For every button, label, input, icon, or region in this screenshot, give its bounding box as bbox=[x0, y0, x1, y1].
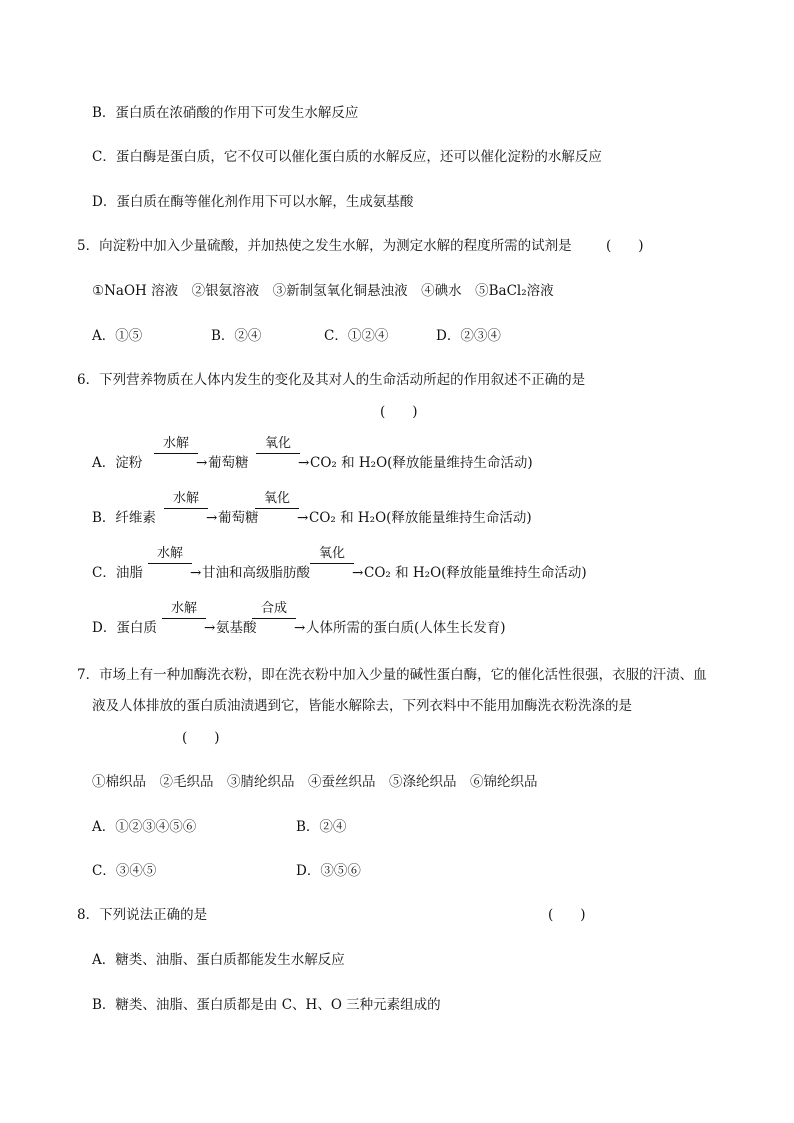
reaction-condition: 氧化 bbox=[318, 546, 345, 561]
reaction-arrow-shaft bbox=[154, 453, 198, 454]
q7-fabric: ②毛织品 bbox=[159, 774, 214, 790]
reaction-arrow-icon: → bbox=[294, 620, 306, 636]
q5-option-b: B．②④ bbox=[211, 328, 262, 344]
reaction-arrow-icon: → bbox=[298, 455, 310, 471]
q5-reagent: ⑤BaCl₂溶液 bbox=[475, 283, 554, 299]
reaction-condition: 水解 bbox=[156, 546, 183, 561]
reaction-condition: 水解 bbox=[162, 436, 189, 451]
q5-option-c: C．①②④ bbox=[324, 328, 389, 344]
reaction-arrow-shaft bbox=[252, 618, 296, 619]
reaction-arrow-shaft bbox=[148, 563, 192, 564]
q8-option-a: A．糖类、油脂、蛋白质都能发生水解反应 bbox=[92, 952, 345, 968]
reaction-arrow-shaft bbox=[162, 618, 206, 619]
q6-option-d bbox=[92, 601, 572, 641]
q7-option-d: D．③⑤⑥ bbox=[296, 863, 361, 879]
q5-stem: 5．向淀粉中加入少量硫酸，并加热使之发生水解，为测定水解的程度所需的试剂是 bbox=[77, 238, 572, 254]
q7-fabric: ⑥锦纶织品 bbox=[470, 774, 538, 790]
q7-stem-line-2: 液及人体排放的蛋白质油渍遇到它，皆能水解除去，下列衣料中不能用加酶洗衣粉洗涤的是 bbox=[92, 698, 632, 714]
reaction-product: 葡萄糖 bbox=[218, 510, 259, 526]
reaction-product: 葡萄糖 bbox=[208, 455, 249, 471]
reaction-label: A．淀粉 bbox=[92, 455, 143, 471]
reaction-arrow-icon: → bbox=[190, 565, 202, 581]
reaction-result: CO₂ 和 H₂O(释放能量维持生命活动) bbox=[309, 510, 532, 526]
q6-option-c bbox=[92, 546, 592, 586]
q5-answer-paren: ( ) bbox=[606, 238, 644, 254]
q7-answer-paren: ( ) bbox=[182, 730, 220, 746]
q5-reagent: ②银氨溶液 bbox=[191, 283, 260, 299]
q7-fabric-list bbox=[92, 773, 538, 791]
q7-fabric: ⑤涤纶织品 bbox=[389, 774, 457, 790]
q6-option-a bbox=[92, 436, 572, 476]
reaction-label: D．蛋白质 bbox=[92, 620, 157, 636]
reaction-result: 人体所需的蛋白质(人体生长发育) bbox=[306, 620, 506, 636]
q5-reagent: ③新制氢氧化铜悬浊液 bbox=[272, 283, 408, 299]
q5-reagent: ①NaOH 溶液 bbox=[92, 283, 179, 299]
reaction-label: B．纤维素 bbox=[92, 510, 156, 526]
q8-option-b: B．糖类、油脂、蛋白质都是由 C、H、O 三种元素组成的 bbox=[92, 997, 441, 1013]
reaction-arrow-icon: → bbox=[196, 455, 208, 471]
q4-option-c: C．蛋白酶是蛋白质，它不仅可以催化蛋白质的水解反应，还可以催化淀粉的水解反应 bbox=[92, 149, 602, 165]
q6-answer-paren: ( ) bbox=[380, 404, 418, 420]
q8-stem: 8．下列说法正确的是 bbox=[77, 907, 208, 923]
q5-reagent: ④碘水 bbox=[421, 283, 462, 299]
reaction-arrow-icon: → bbox=[206, 510, 218, 526]
q4-option-b: B．蛋白质在浓硝酸的作用下可发生水解反应 bbox=[92, 105, 359, 121]
q7-option-b: B．②④ bbox=[296, 819, 347, 835]
q5-option-a: A．①⑤ bbox=[92, 328, 143, 344]
reaction-product: 氨基酸 bbox=[216, 620, 257, 636]
reaction-result: CO₂ 和 H₂O(释放能量维持生命活动) bbox=[364, 565, 587, 581]
reaction-condition: 氧化 bbox=[263, 491, 290, 506]
q6-stem: 6．下列营养物质在人体内发生的变化及其对人的生命活动所起的作用叙述不正确的是 bbox=[77, 372, 586, 388]
reaction-label: C．油脂 bbox=[92, 565, 143, 581]
reaction-result: CO₂ 和 H₂O(释放能量维持生命活动) bbox=[310, 455, 533, 471]
reaction-arrow-shaft bbox=[256, 453, 300, 454]
q7-fabric: ④蚕丝织品 bbox=[308, 774, 376, 790]
reaction-product: 甘油和高级脂肪酸 bbox=[202, 565, 310, 581]
reaction-arrow-icon: → bbox=[297, 510, 309, 526]
q5-option-d: D．②③④ bbox=[436, 328, 501, 344]
reaction-condition: 氧化 bbox=[264, 436, 291, 451]
q6-option-b bbox=[92, 491, 572, 531]
reaction-arrow-shaft bbox=[164, 508, 208, 509]
q7-option-c: C．③④⑤ bbox=[92, 863, 157, 879]
q7-fabric: ③腈纶织品 bbox=[227, 774, 295, 790]
q8-answer-paren: ( ) bbox=[548, 907, 586, 923]
q7-stem-line-1: 7．市场上有一种加酶洗衣粉，即在洗衣粉中加入少量的碱性蛋白酶，它的催化活性很强，衣服的汗渍、血 bbox=[77, 667, 707, 683]
q7-fabric: ①棉织品 bbox=[92, 774, 146, 790]
reaction-arrow-shaft bbox=[310, 563, 354, 564]
reaction-condition: 水解 bbox=[170, 601, 197, 616]
reaction-condition: 水解 bbox=[172, 491, 199, 506]
reaction-arrow-shaft bbox=[255, 508, 299, 509]
q5-reagent-list bbox=[92, 282, 554, 300]
reaction-arrow-icon: → bbox=[204, 620, 216, 636]
q4-option-d: D．蛋白质在酶等催化剂作用下可以水解，生成氨基酸 bbox=[92, 194, 414, 210]
reaction-arrow-icon: → bbox=[352, 565, 364, 581]
q7-option-a: A．①②③④⑤⑥ bbox=[92, 819, 197, 835]
reaction-condition: 合成 bbox=[260, 601, 287, 616]
